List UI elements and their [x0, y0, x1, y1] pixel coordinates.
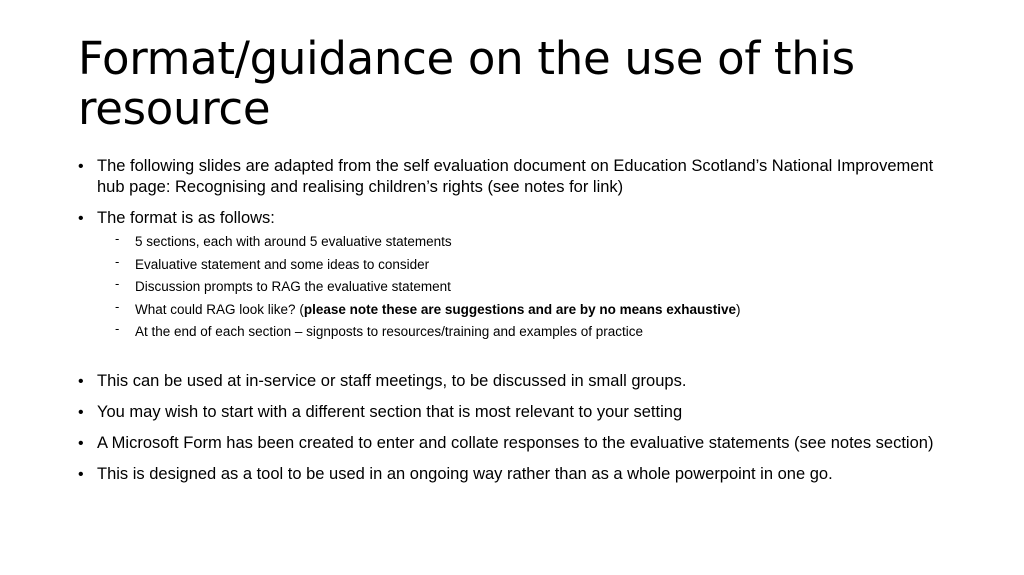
sub-bullet-text: Evaluative statement and some ideas to consider	[135, 256, 430, 272]
dash-glyph: -	[115, 231, 120, 246]
dash-glyph: -	[115, 321, 120, 337]
slide-body	[78, 156, 948, 495]
bullet-item	[78, 464, 948, 485]
sub-bullet-text: At the end of each section – signposts to resources/training and examples of practice	[135, 324, 644, 340]
sub-bullet-item	[97, 278, 948, 296]
sub-bullet-item-rag	[97, 298, 948, 319]
bullet-glyph: •	[78, 373, 84, 391]
sub-bullet-text: 5 sections, each with around 5 evaluative statements	[135, 234, 452, 249]
bullet-text: The following slides are adapted from the self evaluation document on Education Scotland’s National Improvement hub page: Recognising and realising children’s rights (see notes for link)	[97, 157, 934, 196]
sub-bullet-item	[97, 323, 948, 341]
rag-prefix: What could RAG look like? (	[135, 301, 304, 317]
bullet-text: You may wish to start with a different section that is most relevant to your setting	[97, 403, 683, 422]
bullet-glyph: •	[78, 404, 84, 422]
bullet-list	[78, 156, 948, 341]
spacer	[78, 351, 948, 371]
bullet-text: This can be used at in-service or staff meetings, to be discussed in small groups.	[97, 372, 687, 391]
dash-glyph: -	[115, 298, 120, 314]
dash-glyph: -	[115, 253, 120, 269]
rag-bold-note: please note these are suggestions and are by no means exhaustive	[303, 301, 736, 317]
bullet-glyph: •	[78, 466, 84, 484]
bullet-text: A Microsoft Form has been created to enter and collate responses to the evaluative statements (see notes section)	[97, 434, 934, 453]
sub-bullet-list	[97, 233, 948, 341]
sub-bullet-text: Discussion prompts to RAG the evaluative statement	[135, 279, 451, 295]
bullet-list-bottom	[78, 371, 948, 485]
bullet-item	[78, 433, 948, 454]
bullet-item	[78, 371, 948, 392]
bullet-text: This is designed as a tool to be used in an ongoing way rather than as a whole powerpoint in one go.	[97, 465, 833, 484]
bullet-glyph: •	[78, 210, 84, 227]
slide-title: Format/guidance on the use of this resource	[78, 32, 855, 135]
bullet-item	[78, 156, 948, 198]
sub-bullet-item	[97, 253, 948, 274]
bullet-item	[78, 208, 948, 341]
bullet-glyph: •	[78, 158, 84, 175]
bullet-item	[78, 402, 948, 423]
dash-glyph: -	[115, 276, 120, 292]
rag-suffix: )	[736, 301, 741, 317]
bullet-glyph: •	[78, 435, 84, 453]
sub-bullet-item	[97, 233, 948, 251]
bullet-text: The format is as follows:	[97, 209, 275, 227]
